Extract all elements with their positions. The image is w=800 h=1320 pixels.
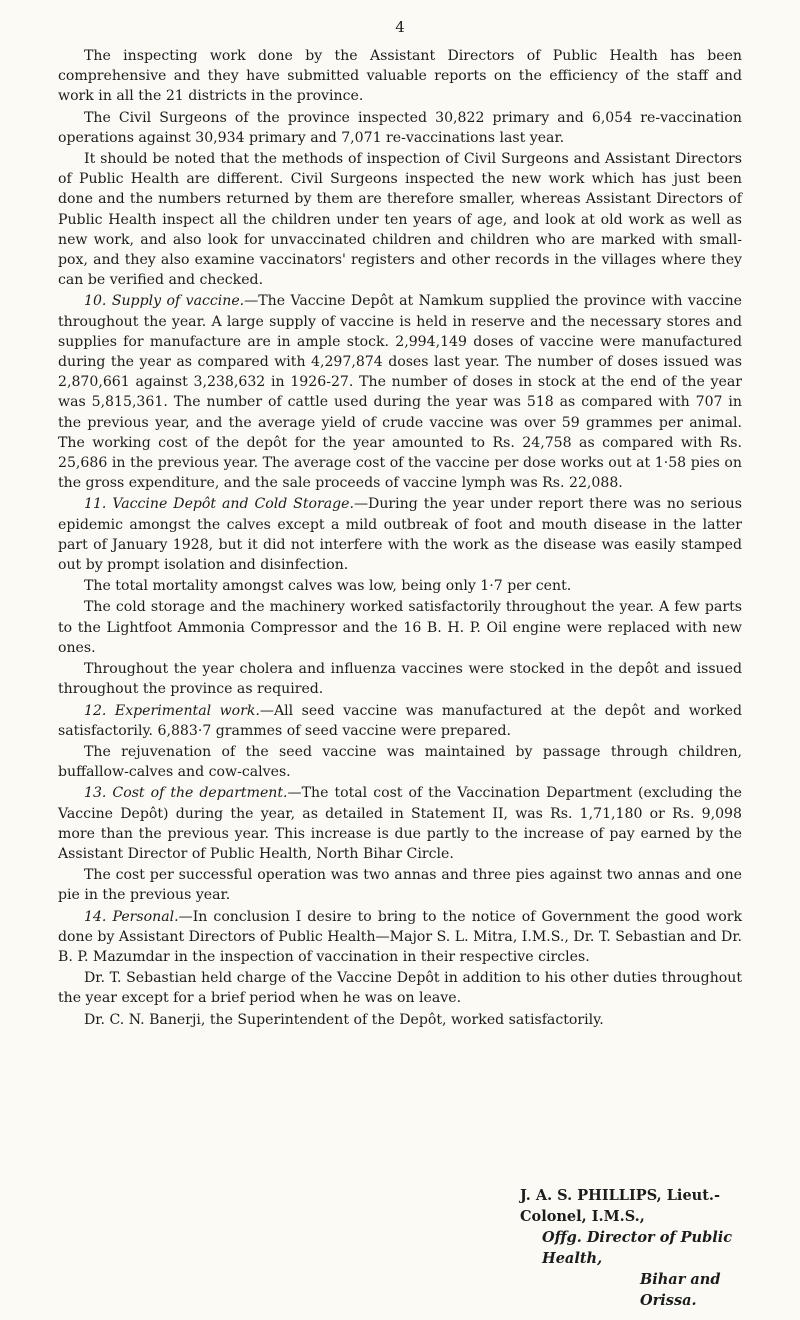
paragraph-supply-of-vaccine: 10. Supply of vaccine.—The Vaccine Depôt at Namkum supplied the province with vaccine throughout the year. A large supply of vaccine is held in reserve and the necessary stores and supplies for manufacture are in ample stock. 2,994,149 doses of vaccine were manufactured during the year as compared with 4,297,874 doses last year. The number of doses issued was 2,870,661 against 3,238,632 in 1926-27. The number of doses in stock at the end of the year was 5,815,361. The number of cattle used during the year was 518 as compared with 707 in the previous year, and the average yield of crude vaccine was over 59 grammes per animal. The working cost of the depôt for the year amounted to Rs. 24,758 as compared with Rs. 25,686 in the previous year. The average cost of the vaccine per dose works out at 1·58 pies on the gross expenditure, and the sale proceeds of vaccine lymph was Rs. 22,088. <box>58 293 742 492</box>
paragraph-civil-surgeons: The Civil Surgeons of the province inspected 30,822 primary and 6,054 re-vaccination operations against 30,934 primary and 7,071 re-vaccinations last year. <box>58 109 742 146</box>
signatory-place: Bihar and Orissa. <box>640 1271 721 1309</box>
report-body <box>58 46 742 1030</box>
paragraph-experimental-work: 12. Experimental work.—All seed vaccine was manufactured at the depôt and worked satisfactorily. 6,883·7 grammes of seed vaccine were prepared. <box>58 702 742 739</box>
paragraph-inspection-methods: It should be noted that the methods of inspection of Civil Surgeons and Assistant Directors of Public Health are different. Civil Surgeons inspected the new work which has just been done and the numbers returned by them are therefore smaller, whereas Assistant Directors of Public Health inspect all the children under ten years of age, and look at old work as well as new work, and also look for unvaccinated children and children who are marked with small-pox, and they also examine vaccinators' registers and other records in the villages where they can be verified and checked. <box>58 151 742 289</box>
section-heading: 10. Supply of vaccine. <box>84 293 245 310</box>
section-heading: 13. Cost of the department. <box>84 785 288 802</box>
paragraph-personal: 14. Personal.—In conclusion I desire to bring to the notice of Government the good work done by Assistant Directors of Public Health—Major S. L. Mitra, I.M.S., Dr. T. Sebastian and Dr. B. P. Mazumdar in the inspection of vaccination in their respective circles. <box>58 908 742 965</box>
paragraph-cholera-vaccines: Throughout the year cholera and influenza vaccines were stocked in the depôt and issued throughout the province as required. <box>58 661 742 698</box>
section-heading: 14. Personal. <box>84 908 179 925</box>
paragraph-banerji: Dr. C. N. Banerji, the Superintendent of the Depôt, worked satisfactorily. <box>84 1011 604 1028</box>
signatory-name: J. A. S. PHILLIPS, Lieut.-Colonel, I.M.S., <box>520 1187 720 1225</box>
section-heading: 11. Vaccine Depôt and Cold Storage. <box>84 496 354 513</box>
paragraph-cold-storage: The cold storage and the machinery worked satisfactorily throughout the year. A few parts to the Lightfoot Ammonia Compressor and the 16 B. H. P. Oil engine were replaced with new ones. <box>58 599 742 656</box>
paragraph-sebastian: Dr. T. Sebastian held charge of the Vaccine Depôt in addition to his other duties throughout the year except for a brief period when he was on leave. <box>58 970 742 1007</box>
paragraph-rejuvenation: The rejuvenation of the seed vaccine was maintained by passage through children, buffallow-calves and cow-calves. <box>58 743 742 781</box>
paragraph-vaccine-depot: 11. Vaccine Depôt and Cold Storage.—During the year under report there was no serious epidemic amongst the calves except a mild outbreak of foot and mouth disease in the latter part of January 1928, but it did not interfere with the work as the disease was easily stamped out by prompt isolation and disinfection. <box>58 496 742 574</box>
paragraph-cost-of-department: 13. Cost of the department.—The total cost of the Vaccination Department (excluding the Vaccine Depôt) during the year, as detailed in Statement II, was Rs. 1,71,180 or Rs. 9,098 more than the previous year. This increase is due partly to the increase of pay earned by the Assistant Director of Public Health, North Bihar Circle. <box>58 785 742 862</box>
page-number: 4 <box>395 18 405 36</box>
paragraph-inspection-summary: The inspecting work done by the Assistant Directors of Public Health has been comprehensive and they have submitted valuable reports on the efficiency of the staff and work in all the 21 districts in the province. <box>58 48 742 105</box>
paragraph-calf-mortality: The total mortality amongst calves was low, being only 1·7 per cent. <box>84 578 572 595</box>
section-heading: 12. Experimental work. <box>84 702 260 719</box>
signature-block <box>520 1185 770 1311</box>
signatory-title: Offg. Director of Public Health, <box>542 1229 733 1267</box>
paragraph-cost-per-operation: The cost per successful operation was two annas and three pies against two annas and one pie in the previous year. <box>58 867 742 904</box>
